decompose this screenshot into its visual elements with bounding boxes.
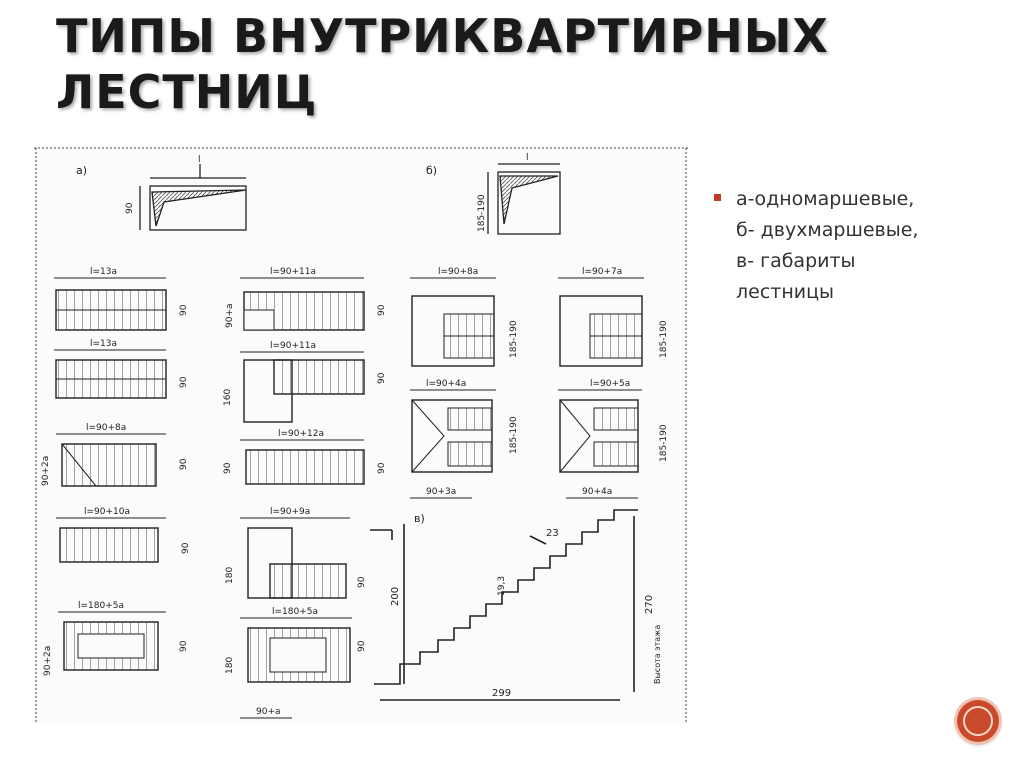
plan-side-label: 90 — [377, 304, 387, 316]
plan-side-label: 90 — [179, 458, 189, 470]
plan-1 — [54, 267, 189, 330]
plan-label: l=90+7a — [582, 267, 623, 277]
plan-4 — [56, 507, 191, 562]
plan-bottom-label: 90+3a — [426, 487, 457, 497]
plan-side-label: 90 — [179, 376, 189, 388]
plan-bottom-label: 90+a — [256, 707, 281, 717]
plan-side-label: 90 — [377, 462, 387, 474]
plan-bottom-label: 90+4a — [582, 487, 613, 497]
section-b-label: б) — [426, 164, 438, 177]
plan-side2-label: 90+2a — [41, 455, 51, 486]
section-a-label: а) — [76, 164, 88, 177]
stair-section-profile — [370, 510, 638, 700]
plan-side2-label: 180 — [225, 566, 235, 584]
section-b-width-label: l — [526, 153, 529, 163]
plan-label: l=13a — [90, 339, 118, 349]
plan-label: l=180+5a — [78, 601, 125, 611]
plan-label: l=90+5a — [590, 379, 631, 389]
plan-label: l=90+4a — [426, 379, 467, 389]
riser-label: 19,3 — [497, 575, 507, 596]
bullet-square-icon — [714, 194, 721, 201]
plan-side2-label: 90 — [223, 462, 233, 474]
section-a-head-drawing — [140, 164, 246, 230]
plan-side-label: 185-190 — [659, 424, 669, 462]
clear-height-label: 200 — [390, 586, 401, 606]
plan-9 — [225, 507, 367, 598]
section-b-head-drawing — [488, 164, 560, 234]
plan-side-label: 90 — [181, 542, 191, 554]
plan-8 — [223, 429, 387, 484]
bullet-item — [714, 184, 1004, 308]
plan-side2-label: 160 — [223, 388, 233, 406]
plan-side2-label: 90+a — [225, 303, 235, 328]
plan-side-label: 185-190 — [509, 320, 519, 358]
plan-label: l=180+5a — [272, 607, 319, 617]
plan-label: l=13a — [90, 267, 118, 277]
plan-side-label: 90 — [179, 640, 189, 652]
plan-label: l=90+12a — [278, 429, 325, 439]
plan-14 — [558, 379, 669, 498]
section-b-height-label: 185-190 — [477, 194, 487, 232]
plan-10 — [225, 607, 367, 718]
section-v-label: в) — [414, 512, 425, 525]
circle-nav-icon — [963, 706, 993, 736]
section-a-height-label: 90 — [125, 202, 135, 214]
plan-5 — [43, 601, 189, 676]
plan-side-label: 90 — [179, 304, 189, 316]
plan-label: l=90+9a — [270, 507, 311, 517]
plan-label: l=90+8a — [86, 423, 127, 433]
plan-label: l=90+8a — [438, 267, 479, 277]
plan-13 — [410, 379, 519, 498]
bullet-text: а-одномаршевые, б- двухмаршевые, в- габариты лестницы — [736, 188, 919, 303]
plan-label: l=90+10a — [84, 507, 131, 517]
plan-side-label: 90 — [357, 576, 367, 588]
plan-7 — [223, 341, 387, 422]
plan-2 — [54, 339, 189, 398]
plan-side-label: 90 — [377, 372, 387, 384]
section-a-width-label: l — [198, 155, 201, 165]
plan-11 — [410, 267, 519, 366]
staircase-types-drawing — [34, 144, 688, 724]
plan-label: l=90+11a — [270, 267, 317, 277]
tread-label: 23 — [546, 528, 559, 539]
plan-12 — [558, 267, 669, 366]
bullet-list — [714, 184, 1004, 308]
plan-side-label: 185-190 — [509, 416, 519, 454]
plan-3 — [41, 423, 189, 486]
plan-6 — [225, 267, 387, 330]
plan-side-label: 90 — [357, 640, 367, 652]
plan-side-label: 185-190 — [659, 320, 669, 358]
plan-side2-label: 180 — [225, 656, 235, 674]
floor-height-label: 270 — [644, 594, 655, 614]
run-label: 299 — [492, 688, 512, 699]
slide-nav-button[interactable] — [957, 700, 999, 742]
plan-side2-label: 90+2a — [43, 645, 53, 676]
floor-height-caption: Высота этажа — [653, 624, 662, 684]
slide-title: ТИПЫ ВНУТРИКВАРТИРНЫХ ЛЕСТНИЦ — [56, 9, 829, 119]
plan-label: l=90+11a — [270, 341, 317, 351]
